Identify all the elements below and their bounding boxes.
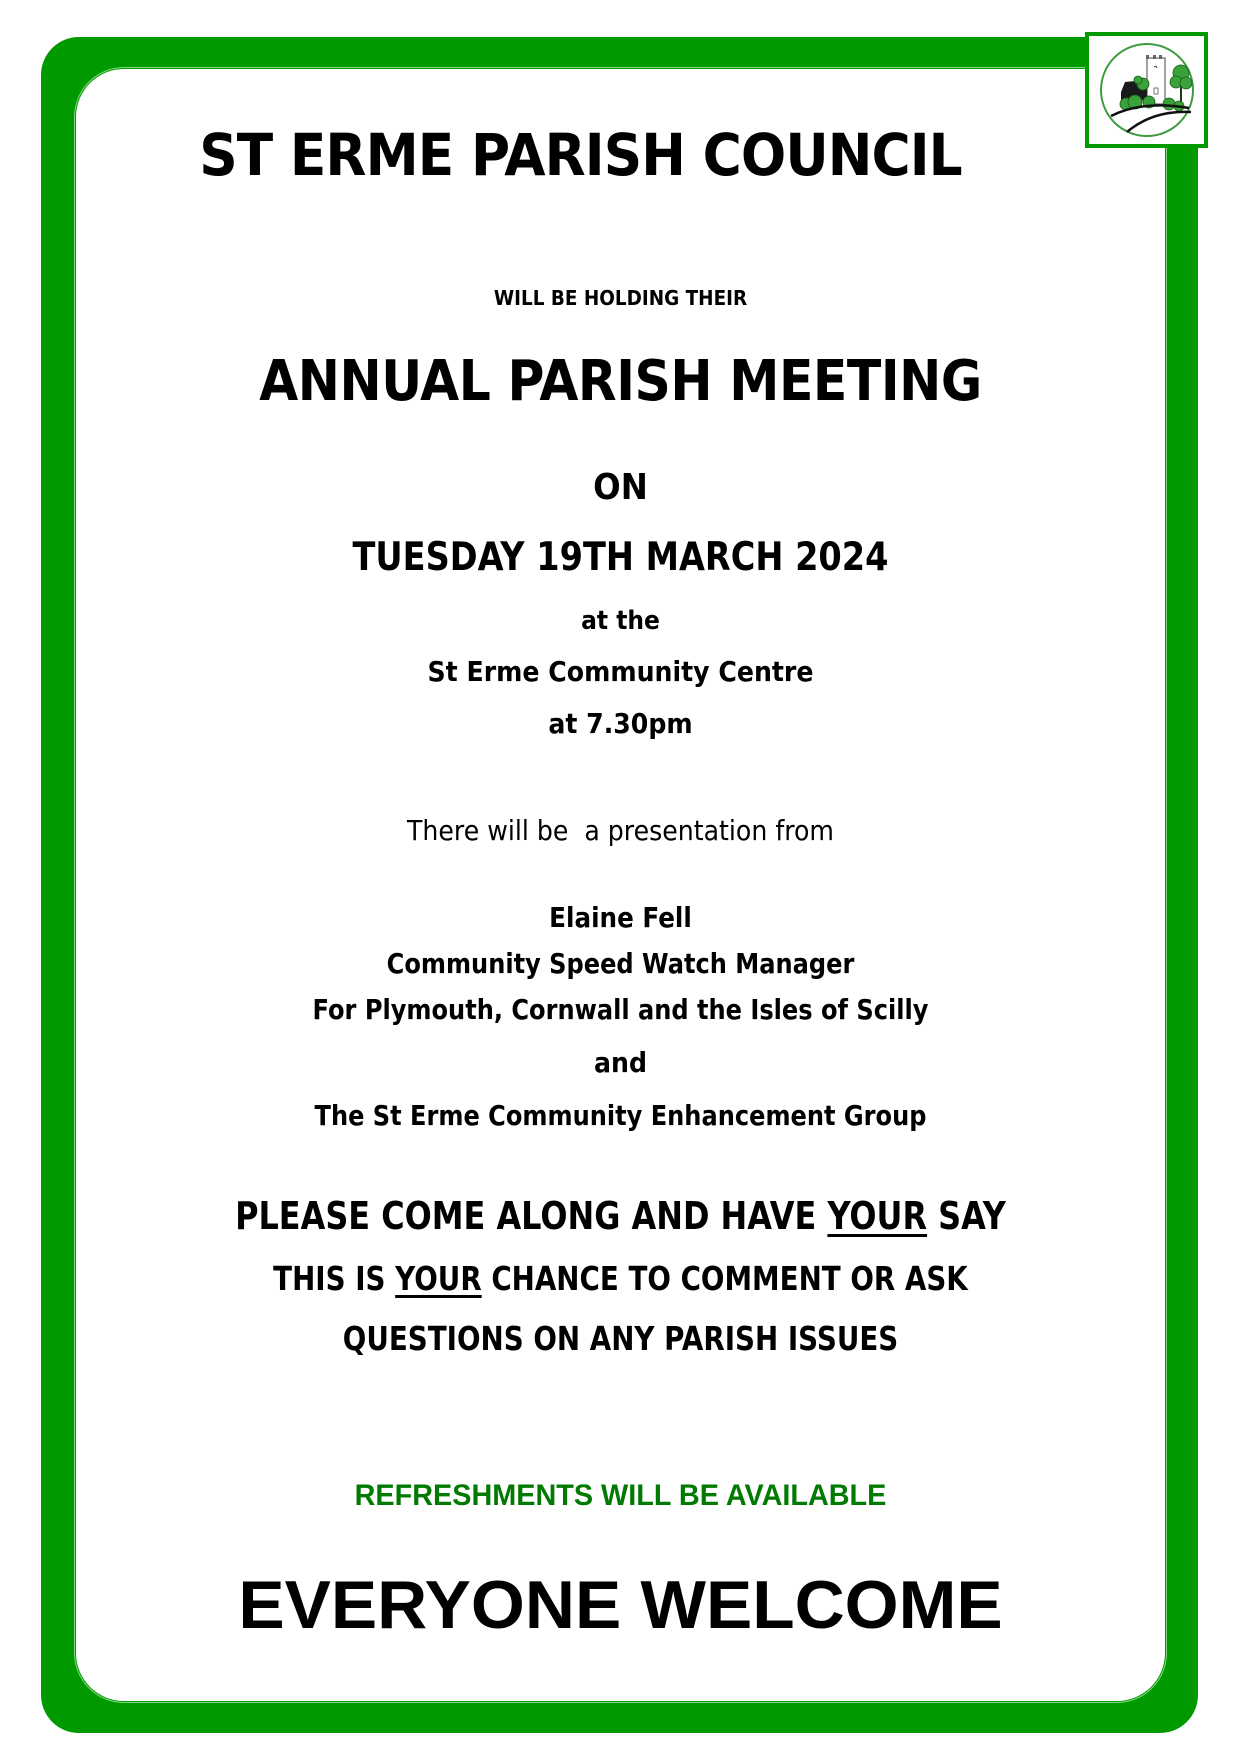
church-landscape-logo-icon <box>1093 40 1201 140</box>
presenter-name: Elaine Fell <box>549 901 692 934</box>
poster-content <box>76 69 1165 1701</box>
presentation-intro: There will be a presentation from <box>407 814 834 847</box>
parish-logo <box>1085 32 1208 148</box>
everyone-welcome: EVERYONE WELCOME <box>238 1567 1003 1643</box>
event-date: TUESDAY 19TH MARCH 2024 <box>352 535 889 580</box>
cta-1-before: PLEASE COME ALONG AND HAVE <box>235 1194 828 1238</box>
cta-1-emphasis: YOUR <box>827 1194 928 1238</box>
presenter-area: For Plymouth, Cornwall and the Isles of Scilly <box>312 993 929 1026</box>
event-venue: St Erme Community Centre <box>427 655 814 688</box>
and-label: and <box>594 1046 647 1079</box>
at-the-label: at the <box>581 606 660 636</box>
cta-1-after: SAY <box>927 1194 1006 1238</box>
call-to-action-line-3: QUESTIONS ON ANY PARISH ISSUES <box>342 1319 899 1358</box>
event-time: at 7.30pm <box>548 707 693 740</box>
event-title: ANNUAL PARISH MEETING <box>259 349 982 414</box>
call-to-action-line-1 <box>163 1194 1078 1238</box>
cta-2-emphasis: YOUR <box>395 1259 482 1298</box>
call-to-action-line-2 <box>163 1259 1078 1298</box>
cta-2-after: CHANCE TO COMMENT OR ASK <box>481 1259 968 1298</box>
on-label: ON <box>593 467 648 508</box>
cta-2-before: THIS IS <box>273 1259 396 1298</box>
intro-text: WILL BE HOLDING THEIR <box>493 286 748 310</box>
presenter-role: Community Speed Watch Manager <box>386 947 855 980</box>
council-title: ST ERME PARISH COUNCIL <box>199 121 962 189</box>
community-group: The St Erme Community Enhancement Group <box>314 1099 927 1132</box>
refreshments-notice: REFRESHMENTS WILL BE AVAILABLE <box>354 1479 887 1512</box>
